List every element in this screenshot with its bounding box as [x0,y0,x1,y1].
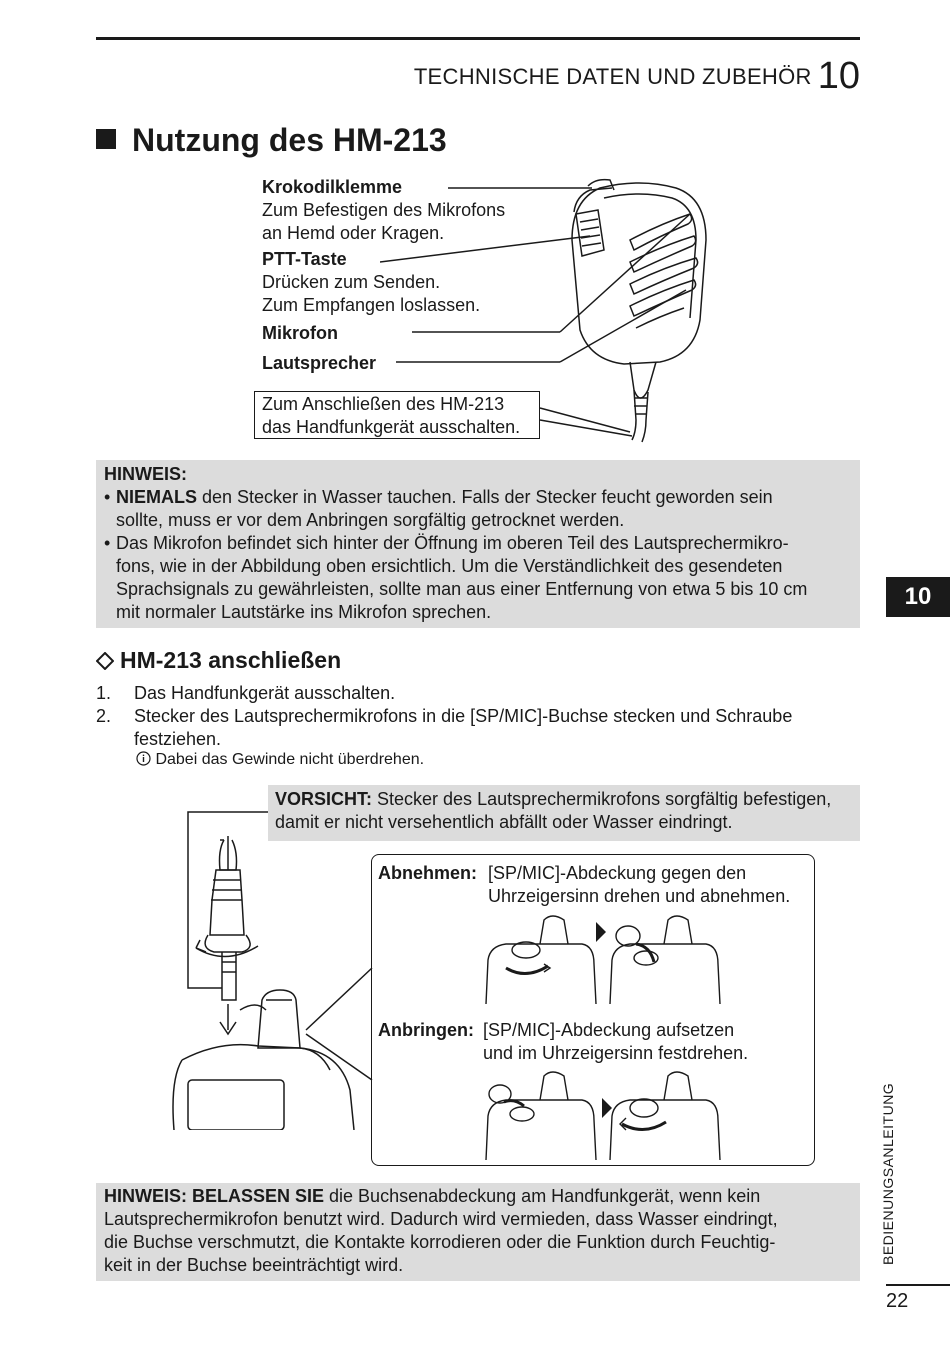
chapter-header [380,55,860,98]
callout-box: Zum Anschließen des HM-213 das Handfunkgerät ausschalten. [254,391,540,439]
caution-box: VORSICHT: Stecker des Lautsprechermikrofons sorgfältig befestigen, damit er nicht versehentlich abfällt oder Wasser eindringt. [268,785,860,841]
subsection-title: HM-213 anschließen [96,647,341,674]
chapter-side-tab[interactable]: 10 [886,577,950,617]
note-box [96,460,860,628]
section-title [96,122,447,159]
attach-instructions: Anbringen: [SP/MIC]-Abdeckung aufsetzen und im Uhrzeigersinn festdrehen. [378,1020,749,1063]
side-label: BEDIENUNGSANLEITUNG [880,1082,896,1265]
step-2: 2. Stecker des Lautsprechermikrofons in die [SP/MIC]-Buchse stecken und Schraube festziehen. [96,706,793,749]
tip-line: Dabei das Gewinde nicht überdrehen. [136,750,424,770]
page-number: 22 [886,1290,909,1312]
section-title-text: Nutzung des HM-213 [132,122,447,158]
footer-rule [886,1284,950,1286]
note-bullet-1: • NIEMALS den Stecker in Wasser tauchen. Falls der Stecker feucht geworden sein sollte, muss er vor dem Anbringen sorgfältig getrocknet werden. [104,487,773,530]
remove-instructions: Abnehmen: [SP/MIC]-Abdeckung gegen den Uhrzeigersinn drehen und abnehmen. [378,863,791,906]
label-lautsprecher: Lautsprecher [262,353,377,373]
note-heading: HINWEIS: [104,464,187,484]
info-icon [136,751,151,766]
attach-cap-illustration [480,1066,730,1166]
remove-cap-illustration [480,910,730,1010]
radio-connection-illustration [170,810,380,1130]
chapter-number: 10 [817,55,860,97]
note-box-2: HINWEIS: BELASSEN SIE die Buchsenabdeckung am Handfunkgerät, wenn kein Lautsprechermikrofon benutzt wird. Dadurch wird vermieden, dass Wasser eindringt, die Buchse verschmutzt, die Kontakte korrodieren oder die Funktion durch Feuchtig- keit in der Buchse beeinträchtigt wird. [96,1183,860,1281]
note-bullet-2: • Das Mikrofon befindet sich hinter der Öffnung im oberen Teil des Lautsprechermikro- fons, wie in der Abbildung oben ersichtlich. Um die Verständlichkeit des gesendeten Sprachsignals zu gewährleisten, sollte man aus einer Entfernung von etwa 5 bis 10 cm mit normaler Lautstärke ins Mikrofon sprechen. [104,533,808,622]
step-1: 1. Das Handfunkgerät ausschalten. [96,683,396,703]
arrow-right-icon-2 [602,1098,612,1118]
label-mikrofon: Mikrofon [262,323,338,343]
square-bullet-icon [96,129,116,149]
diamond-icon [96,652,114,670]
label-ptt-taste: PTT-Taste Drücken zum Senden. Zum Empfangen loslassen. [262,249,481,315]
label-krokodilklemme: Krokodilklemme Zum Befestigen des Mikrofons an Hemd oder Kragen. [262,177,506,243]
header-rule [96,37,860,40]
arrow-right-icon [596,922,606,942]
chapter-title: TECHNISCHE DATEN UND ZUBEHÖR [413,64,812,89]
